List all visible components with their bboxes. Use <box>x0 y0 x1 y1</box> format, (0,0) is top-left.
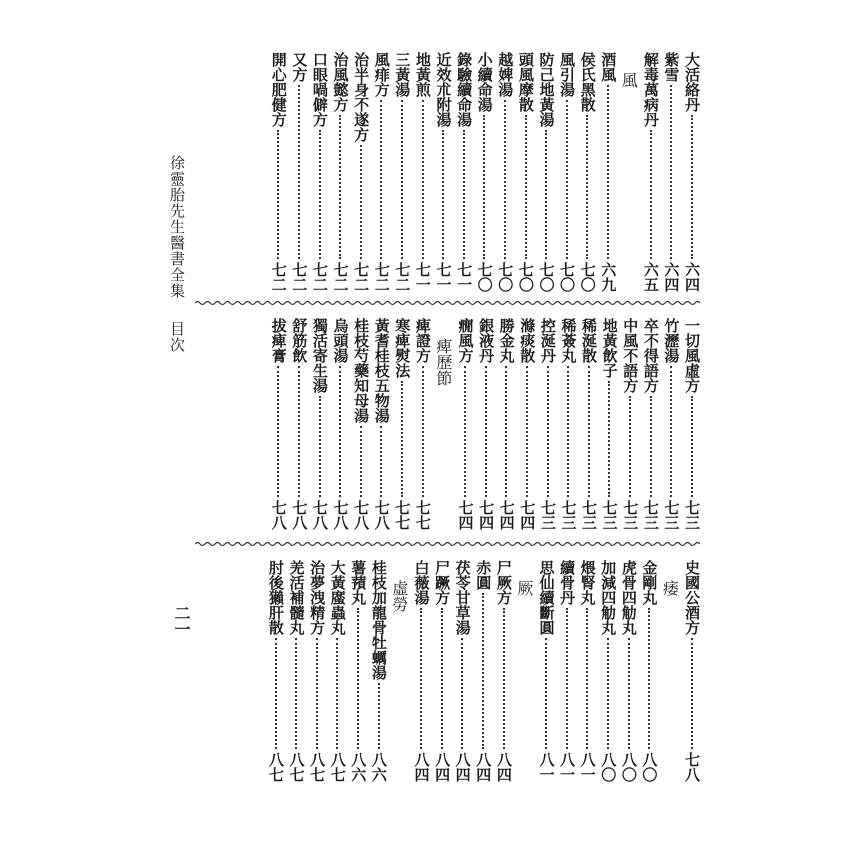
entry-page-number: 七八 <box>331 500 350 530</box>
dot-leader <box>485 366 487 497</box>
toc-entry[interactable] <box>598 52 619 292</box>
toc-entry[interactable] <box>661 52 682 292</box>
toc-entry[interactable] <box>307 560 328 782</box>
entry-title: 茯苓甘草湯 <box>453 560 472 635</box>
entry-page-number: 六九 <box>599 262 618 292</box>
entry-title: 竹瀝湯 <box>662 318 681 363</box>
dot-leader <box>339 366 341 497</box>
entry-page-number: 七二 <box>310 262 329 292</box>
entry-page-number: 七〇 <box>475 262 494 292</box>
toc-section-2 <box>268 318 702 530</box>
dot-leader <box>401 381 403 497</box>
entry-title: 卒不得語方 <box>641 318 660 393</box>
toc-entry[interactable] <box>286 560 307 782</box>
entry-page-number: 八七 <box>287 752 306 782</box>
dot-leader <box>608 381 610 497</box>
dot-leader <box>566 608 568 749</box>
dot-leader <box>277 130 279 259</box>
entry-title: 小續命湯 <box>475 52 494 112</box>
entry-page-number: 七三 <box>621 500 640 530</box>
entry-title: 煨腎丸 <box>578 560 597 605</box>
toc-entry[interactable] <box>618 560 639 782</box>
toc-entry[interactable] <box>309 318 330 530</box>
entry-page-number: 七〇 <box>537 262 556 292</box>
toc-entry[interactable] <box>496 318 517 530</box>
entry-page-number: 七二 <box>331 262 350 292</box>
entry-page-number: 八一 <box>558 752 577 782</box>
toc-entry[interactable] <box>474 52 495 292</box>
entry-title: 越婢湯 <box>496 52 515 97</box>
toc-entry[interactable] <box>431 560 452 782</box>
entry-title: 舒筋飲 <box>290 318 309 363</box>
entry-title: 治夢洩精方 <box>308 560 327 635</box>
dot-leader <box>586 115 588 259</box>
dot-leader <box>482 593 484 749</box>
dot-leader <box>298 85 300 259</box>
entry-page-number: 七二 <box>393 262 412 292</box>
toc-entry[interactable] <box>495 52 516 292</box>
entry-page-number: 七八 <box>372 500 391 530</box>
toc-entry[interactable] <box>455 318 476 530</box>
entry-title: 拔痺膏 <box>269 318 288 363</box>
entry-page-number: 七三 <box>683 500 701 530</box>
toc-entry[interactable] <box>681 318 702 530</box>
entry-page-number: 七一 <box>455 262 474 292</box>
dot-leader <box>629 396 631 497</box>
running-header <box>168 155 186 353</box>
toc-entry[interactable] <box>578 318 599 530</box>
entry-title: 三黃湯 <box>393 52 412 97</box>
toc-entry[interactable] <box>473 560 494 782</box>
section-heading: 痺歷節 <box>433 338 453 386</box>
entry-page-number: 七七 <box>413 500 432 530</box>
entry-title: 大活絡丹 <box>683 52 701 112</box>
entry-title: 風引湯 <box>558 52 577 97</box>
toc-entry[interactable] <box>577 560 598 782</box>
toc-entry[interactable] <box>681 560 702 782</box>
entry-title: 尸蹶方 <box>433 560 452 605</box>
toc-entry[interactable] <box>577 52 598 292</box>
toc-entry[interactable] <box>640 318 661 530</box>
entry-page-number: 七三 <box>538 500 557 530</box>
section-heading: 痿 <box>660 580 680 596</box>
entry-page-number: 八七 <box>266 752 285 782</box>
entry-title: 近效朮附湯 <box>434 52 453 127</box>
entry-page-number: 八六 <box>349 752 368 782</box>
dot-leader <box>586 608 588 749</box>
dot-leader <box>316 638 318 749</box>
entry-page-number: 七八 <box>269 500 288 530</box>
entry-page-number: 七八 <box>683 752 701 782</box>
entry-title: 肘後獺肝散 <box>266 560 285 635</box>
toc-entry[interactable] <box>412 318 433 530</box>
book-title: 徐靈胎先生醫書全集 <box>168 155 186 299</box>
dot-leader <box>566 100 568 259</box>
entry-title: 桂枝加龍骨牡蠣湯 <box>369 560 388 680</box>
entry-page-number: 七〇 <box>496 262 515 292</box>
dot-leader <box>504 100 506 259</box>
dot-leader <box>525 115 527 259</box>
entry-page-number: 七二 <box>352 262 371 292</box>
entry-title: 控涎丹 <box>538 318 557 363</box>
entry-title: 銀液丹 <box>477 318 496 363</box>
entry-page-number: 七一 <box>434 262 453 292</box>
dot-leader <box>360 426 362 497</box>
toc-entry[interactable] <box>265 560 286 782</box>
toc-entry[interactable] <box>371 52 392 292</box>
dot-leader <box>545 130 547 259</box>
entry-title: 續骨丹 <box>558 560 577 605</box>
entry-title: 史國公酒方 <box>683 560 701 635</box>
entry-title: 地黃飲子 <box>600 318 619 378</box>
entry-title: 獨活寄生湯 <box>310 318 329 393</box>
entry-title: 思仙續斷圓 <box>537 560 556 635</box>
dot-leader <box>464 366 466 497</box>
dot-leader <box>295 638 297 749</box>
entry-page-number: 七一 <box>413 262 432 292</box>
dot-leader <box>277 366 279 497</box>
dot-leader <box>483 115 485 259</box>
entry-page-number: 七八 <box>310 500 329 530</box>
entry-title: 加減四觔丸 <box>599 560 618 635</box>
entry-page-number: 八一 <box>578 752 597 782</box>
entry-title: 滌痰散 <box>518 318 537 363</box>
dot-leader <box>357 608 359 749</box>
entry-page-number: 七四 <box>497 500 516 530</box>
dot-leader <box>401 100 403 259</box>
toc-entry[interactable] <box>330 318 351 530</box>
entry-page-number: 七四 <box>518 500 537 530</box>
entry-title: 口眼喎僻方 <box>310 52 329 127</box>
dot-leader <box>336 638 338 749</box>
entry-title: 解毒萬病丹 <box>641 52 660 127</box>
entry-title: 勝金丸 <box>497 318 516 363</box>
entry-title: 一切風虛方 <box>683 318 701 393</box>
dot-leader <box>567 366 569 497</box>
toc-entry[interactable] <box>475 318 496 530</box>
entry-title: 寒痺熨法 <box>393 318 412 378</box>
entry-title: 治風懿方 <box>331 52 350 112</box>
entry-page-number: 七三 <box>662 500 681 530</box>
entry-page-number: 七〇 <box>578 262 597 292</box>
entry-page-number: 六五 <box>641 262 660 292</box>
dot-leader <box>380 426 382 497</box>
dot-leader <box>360 145 362 259</box>
entry-page-number: 七七 <box>393 500 412 530</box>
toc-entry[interactable] <box>536 560 557 782</box>
entry-title: 羌活補髓丸 <box>287 560 306 635</box>
toc-entry[interactable] <box>289 318 310 530</box>
dot-leader <box>461 638 463 749</box>
entry-page-number: 七八 <box>352 500 371 530</box>
dot-leader <box>545 638 547 749</box>
dot-leader <box>650 130 652 259</box>
dot-leader <box>588 366 590 497</box>
section-label: 目次 <box>168 321 186 353</box>
toc-entry[interactable] <box>599 318 620 530</box>
toc-entry[interactable] <box>517 318 538 530</box>
dot-leader <box>422 366 424 497</box>
dot-leader <box>275 638 277 749</box>
entry-page-number: 七四 <box>456 500 475 530</box>
toc-entry[interactable] <box>537 318 558 530</box>
toc-entry[interactable] <box>411 560 432 782</box>
entry-page-number: 八一 <box>537 752 556 782</box>
entry-page-number: 八〇 <box>640 752 659 782</box>
toc-entry[interactable] <box>412 52 433 292</box>
dot-leader <box>691 115 693 259</box>
entry-title: 酒風 <box>599 52 618 82</box>
dot-leader <box>319 130 321 259</box>
toc-entry[interactable] <box>392 318 413 530</box>
entry-page-number: 八四 <box>412 752 431 782</box>
toc-entry[interactable] <box>598 560 619 782</box>
entry-title: 又方 <box>290 52 309 82</box>
entry-title: 風痱方 <box>372 52 391 97</box>
toc-entry[interactable] <box>433 52 454 292</box>
entry-title: 黃耆桂枝五物湯 <box>372 318 391 423</box>
dot-leader <box>547 366 549 497</box>
dot-leader <box>319 396 321 497</box>
entry-page-number: 七三 <box>580 500 599 530</box>
entry-page-number: 六四 <box>662 262 681 292</box>
entry-title: 大黃䗪蟲丸 <box>328 560 347 635</box>
toc-entry[interactable] <box>268 318 289 530</box>
entry-page-number: 七三 <box>559 500 578 530</box>
entry-page-number: 六四 <box>683 262 701 292</box>
entry-page-number: 七四 <box>477 500 496 530</box>
entry-page-number: 七二 <box>290 262 309 292</box>
toc-entry[interactable] <box>640 52 661 292</box>
entry-page-number: 七〇 <box>516 262 535 292</box>
entry-title: 稀薟丸 <box>559 318 578 363</box>
entry-title: 虎骨四觔丸 <box>619 560 638 635</box>
entry-page-number: 八四 <box>474 752 493 782</box>
entry-title: 侯氏黑散 <box>578 52 597 112</box>
entry-page-number: 八四 <box>494 752 513 782</box>
entry-title: 薯蕷丸 <box>349 560 368 605</box>
toc-entry[interactable] <box>556 560 577 782</box>
entry-page-number: 七八 <box>290 500 309 530</box>
dot-leader <box>503 608 505 749</box>
toc-entry[interactable] <box>639 560 660 782</box>
entry-title: 治半身不遂方 <box>352 52 371 142</box>
toc-entry[interactable] <box>371 318 392 530</box>
page-number: 二一 <box>172 605 191 637</box>
toc-entry[interactable] <box>493 560 514 782</box>
entry-page-number: 八〇 <box>599 752 618 782</box>
toc-entry[interactable] <box>268 52 289 292</box>
entry-title: 癇風方 <box>456 318 475 363</box>
dot-leader <box>648 608 650 749</box>
entry-page-number: 八六 <box>369 752 388 782</box>
entry-title: 烏頭湯 <box>331 318 350 363</box>
wavy-divider <box>195 300 700 306</box>
toc-entry[interactable] <box>330 52 351 292</box>
toc-entry[interactable] <box>351 318 372 530</box>
toc-entry[interactable] <box>515 52 536 292</box>
dot-leader <box>670 366 672 497</box>
entry-page-number: 八四 <box>453 752 472 782</box>
dot-leader <box>505 366 507 497</box>
dot-leader <box>628 638 630 749</box>
entry-title: 尸厥方 <box>494 560 513 605</box>
entry-page-number: 八七 <box>328 752 347 782</box>
dot-leader <box>463 130 465 259</box>
dot-leader <box>607 638 609 749</box>
entry-page-number: 七三 <box>641 500 660 530</box>
dot-leader <box>298 366 300 497</box>
dot-leader <box>441 608 443 749</box>
toc-entry[interactable] <box>661 318 682 530</box>
entry-page-number: 七〇 <box>558 262 577 292</box>
entry-title: 中風不語方 <box>621 318 640 393</box>
toc-entry[interactable] <box>327 560 348 782</box>
dot-leader <box>442 130 444 259</box>
entry-title: 紫雪 <box>662 52 681 82</box>
entry-page-number: 八七 <box>308 752 327 782</box>
dot-leader <box>339 115 341 259</box>
entry-title: 金剛丸 <box>640 560 659 605</box>
dot-leader <box>607 85 609 259</box>
toc-entry[interactable] <box>348 560 369 782</box>
entry-page-number: 八〇 <box>619 752 638 782</box>
entry-title: 頭風摩散 <box>516 52 535 112</box>
entry-title: 桂枝芍藥知母湯 <box>352 318 371 423</box>
entry-title: 稀涎散 <box>580 318 599 363</box>
wavy-divider <box>195 541 700 547</box>
dot-leader <box>526 366 528 497</box>
entry-title: 白薇湯 <box>412 560 431 605</box>
toc-entry[interactable] <box>452 560 473 782</box>
entry-title: 赤圓 <box>474 560 493 590</box>
toc-entry[interactable] <box>289 52 310 292</box>
entry-title: 開心肥健方 <box>269 52 288 127</box>
dot-leader <box>378 683 380 749</box>
dot-leader <box>650 396 652 497</box>
section-heading: 厥 <box>514 580 534 596</box>
toc-entry[interactable] <box>536 52 557 292</box>
toc-entry[interactable] <box>309 52 330 292</box>
entry-title: 防己地黃湯 <box>537 52 556 127</box>
toc-entry[interactable] <box>351 52 372 292</box>
dot-leader <box>670 85 672 259</box>
toc-entry[interactable] <box>558 318 579 530</box>
toc-section-3 <box>265 560 702 782</box>
dot-leader <box>691 638 693 749</box>
entry-title: 痺證方 <box>413 318 432 363</box>
entry-page-number: 七二 <box>269 262 288 292</box>
toc-entry[interactable] <box>681 52 702 292</box>
dot-leader <box>380 100 382 259</box>
dot-leader <box>422 100 424 259</box>
entry-page-number: 八四 <box>433 752 452 782</box>
toc-section-1 <box>268 52 702 292</box>
toc-entry[interactable] <box>620 318 641 530</box>
entry-title: 錄驗續命湯 <box>455 52 474 127</box>
section-heading: 風 <box>619 72 639 88</box>
toc-entry[interactable] <box>453 52 474 292</box>
section-heading: 虛勞 <box>389 580 409 612</box>
toc-entry[interactable] <box>556 52 577 292</box>
entry-page-number: 七二 <box>372 262 391 292</box>
toc-entry[interactable] <box>368 560 389 782</box>
entry-title: 地黃煎 <box>413 52 432 97</box>
dot-leader <box>691 396 693 497</box>
toc-entry[interactable] <box>392 52 413 292</box>
entry-page-number: 七三 <box>600 500 619 530</box>
dot-leader <box>420 608 422 749</box>
